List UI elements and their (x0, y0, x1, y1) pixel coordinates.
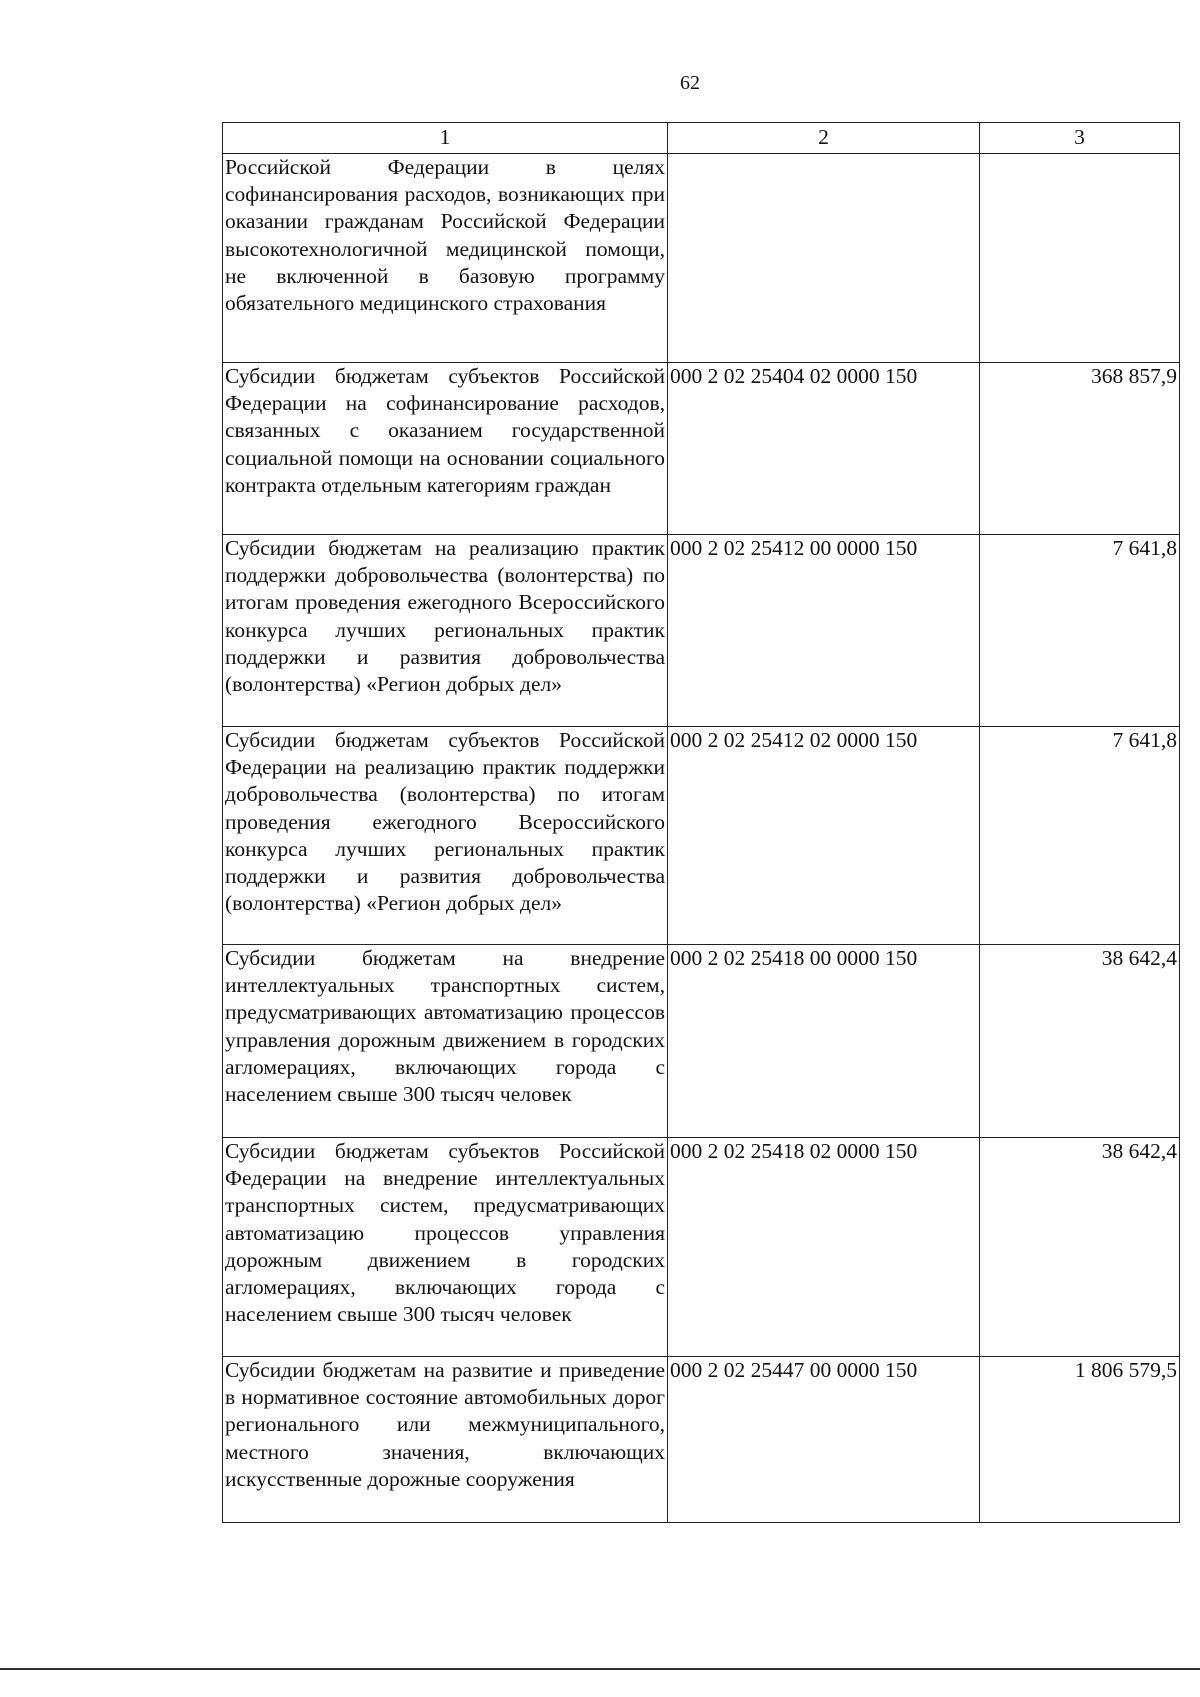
row-amount: 7 641,8 (980, 727, 1180, 945)
row-description: Субсидии бюджетам на внедрение интеллектуальных транспортных систем, предусматривающих автоматизацию процессов управления дорожным движением в городских агломерациях, включающих города с населением свыше 300 тысяч человек (223, 945, 668, 1138)
table-row (223, 535, 1180, 727)
table-row (223, 154, 1180, 363)
row-description: Субсидии бюджетам субъектов Российской Федерации на софинансирование расходов, связанных с оказанием государственной социальной помощи на основании социального контракта отдельным категориям граждан (223, 363, 668, 535)
row-code (668, 154, 980, 363)
row-amount: 38 642,4 (980, 945, 1180, 1138)
row-description: Российской Федерации в целях софинансирования расходов, возникающих при оказании гражданам Российской Федерации высокотехнологичной медицинской помощи, не включенной в базовую программу обязательного медицинского страхования (223, 154, 668, 363)
bottom-rule (0, 1668, 1200, 1670)
row-description: Субсидии бюджетам субъектов Российской Федерации на внедрение интеллектуальных транспортных систем, предусматривающих автоматизацию процессов управления дорожным движением в городских агломерациях, включающих города с населением свыше 300 тысяч человек (223, 1138, 668, 1357)
table-row (223, 363, 1180, 535)
page-number: 62 (680, 72, 700, 94)
table-row (223, 1138, 1180, 1357)
row-code: 000 2 02 25412 00 0000 150 (668, 535, 980, 727)
table-row (223, 945, 1180, 1138)
budget-table (222, 122, 1180, 1523)
row-description: Субсидии бюджетам на реализацию практик поддержки добровольчества (волонтерства) по итогам проведения ежегодного Всероссийского конкурса лучших региональных практик поддержки и развития добровольчества (волонтерства) «Регион добрых дел» (223, 535, 668, 727)
row-amount: 38 642,4 (980, 1138, 1180, 1357)
row-description: Субсидии бюджетам на развитие и приведение в нормативное состояние автомобильных дорог регионального или межмуниципального, местного значения, включающих искусственные дорожные сооружения (223, 1357, 668, 1523)
row-code: 000 2 02 25418 00 0000 150 (668, 945, 980, 1138)
row-code: 000 2 02 25418 02 0000 150 (668, 1138, 980, 1357)
row-description: Субсидии бюджетам субъектов Российской Федерации на реализацию практик поддержки добровольчества (волонтерства) по итогам проведения ежегодного Всероссийского конкурса лучших региональных практик поддержки и развития добровольчества (волонтерства) «Регион добрых дел» (223, 727, 668, 945)
row-amount (980, 154, 1180, 363)
row-code: 000 2 02 25404 02 0000 150 (668, 363, 980, 535)
row-amount: 7 641,8 (980, 535, 1180, 727)
table-row (223, 1357, 1180, 1523)
row-amount: 1 806 579,5 (980, 1357, 1180, 1523)
row-code: 000 2 02 25447 00 0000 150 (668, 1357, 980, 1523)
column-header-1: 1 (223, 123, 668, 154)
table-header-row (223, 123, 1180, 154)
row-amount: 368 857,9 (980, 363, 1180, 535)
table-row (223, 727, 1180, 945)
column-header-3: 3 (980, 123, 1180, 154)
column-header-2: 2 (668, 123, 980, 154)
row-code: 000 2 02 25412 02 0000 150 (668, 727, 980, 945)
